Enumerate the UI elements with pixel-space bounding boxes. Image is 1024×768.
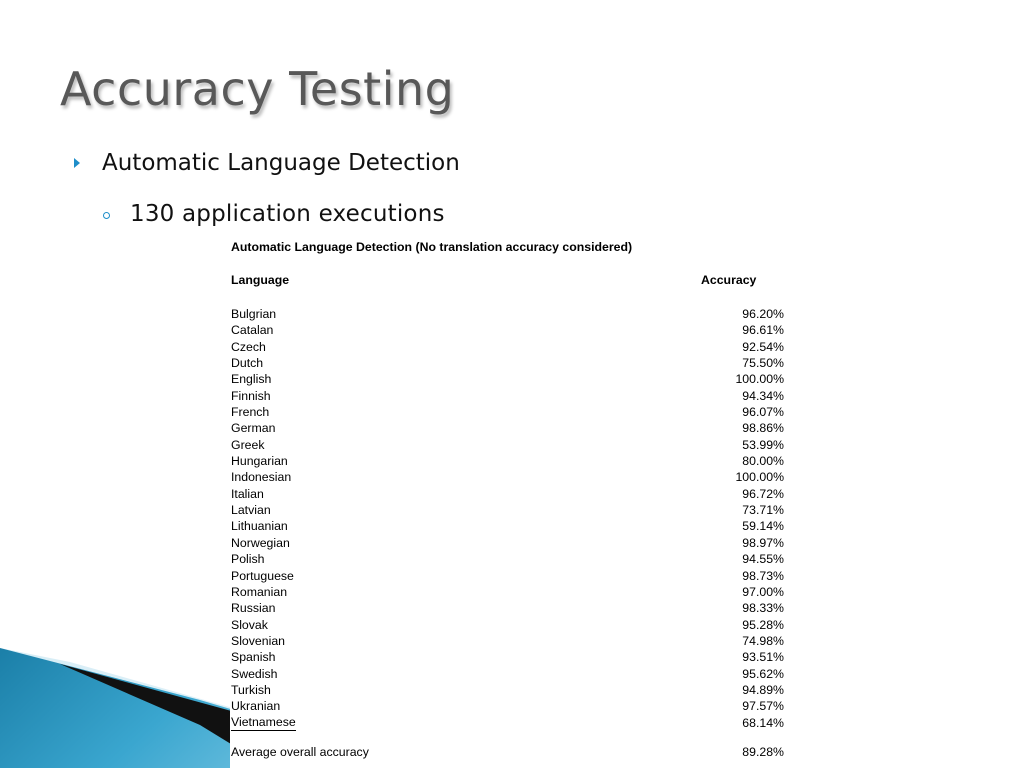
language-cell: Bulgrian bbox=[231, 307, 277, 321]
language-cell: Slovenian bbox=[231, 633, 286, 648]
language-cell: Portuguese bbox=[231, 568, 294, 583]
table-row bbox=[231, 453, 784, 469]
column-header-language: Language bbox=[231, 273, 290, 287]
accuracy-cell: 96.07% bbox=[742, 405, 784, 420]
accuracy-cell: 98.97% bbox=[742, 535, 784, 550]
table-row bbox=[231, 437, 784, 453]
accuracy-cell: 94.55% bbox=[742, 552, 784, 567]
triangle-bullet-icon bbox=[74, 158, 80, 168]
table-row bbox=[231, 666, 784, 682]
accuracy-cell: 93.51% bbox=[742, 650, 784, 665]
accuracy-cell: 94.89% bbox=[742, 682, 784, 697]
language-cell: Ukranian bbox=[231, 699, 281, 714]
table-row bbox=[231, 633, 784, 649]
language-cell: French bbox=[231, 405, 270, 420]
table-row bbox=[231, 715, 784, 731]
table-row bbox=[231, 486, 784, 502]
language-cell: Swedish bbox=[231, 666, 278, 681]
accuracy-cell: 75.50% bbox=[742, 356, 784, 371]
accuracy-cell: 100.00% bbox=[735, 470, 784, 485]
accuracy-cell: 96.61% bbox=[742, 323, 784, 338]
table-row bbox=[231, 698, 784, 714]
table-row bbox=[231, 404, 784, 420]
language-cell: Italian bbox=[231, 486, 264, 501]
accuracy-cell: 74.98% bbox=[742, 633, 784, 648]
table-row bbox=[231, 568, 784, 584]
language-cell: Czech bbox=[231, 339, 266, 354]
accuracy-cell: 96.72% bbox=[742, 486, 784, 501]
accuracy-cell: 98.73% bbox=[742, 568, 784, 583]
average-value: 89.28% bbox=[742, 745, 784, 759]
language-cell: Romanian bbox=[231, 584, 288, 599]
accuracy-table bbox=[230, 234, 790, 768]
table-row bbox=[231, 388, 784, 404]
language-cell: Greek bbox=[231, 437, 265, 452]
language-cell: Latvian bbox=[231, 503, 271, 518]
table-row bbox=[231, 371, 784, 387]
table-row bbox=[231, 355, 784, 371]
language-cell: Norwegian bbox=[231, 535, 290, 550]
language-cell: Catalan bbox=[231, 323, 274, 338]
accuracy-cell: 59.14% bbox=[742, 519, 784, 534]
language-cell: Slovak bbox=[231, 617, 268, 632]
accuracy-cell: 68.14% bbox=[742, 715, 784, 730]
table-row bbox=[231, 535, 784, 551]
language-cell: Dutch bbox=[231, 356, 264, 371]
language-cell: Indonesian bbox=[231, 470, 292, 485]
accuracy-cell: 100.00% bbox=[735, 372, 784, 387]
accuracy-cell: 53.99% bbox=[742, 437, 784, 452]
language-cell: Spanish bbox=[231, 650, 276, 665]
accuracy-cell: 96.20% bbox=[742, 307, 784, 321]
accuracy-cell: 94.34% bbox=[742, 388, 784, 403]
table-row bbox=[231, 322, 784, 338]
accuracy-cell: 97.00% bbox=[742, 584, 784, 599]
language-cell: Lithuanian bbox=[231, 519, 288, 534]
table-row bbox=[231, 518, 784, 534]
language-cell: Russian bbox=[231, 601, 276, 616]
language-cell: German bbox=[231, 421, 276, 436]
accuracy-cell: 98.33% bbox=[742, 601, 784, 616]
language-cell: Polish bbox=[231, 552, 265, 567]
table-row bbox=[231, 420, 784, 436]
accuracy-cell: 80.00% bbox=[742, 454, 784, 469]
table-row bbox=[231, 617, 784, 633]
accuracy-cell: 95.62% bbox=[742, 666, 784, 681]
language-cell: Finnish bbox=[231, 388, 271, 403]
accuracy-cell: 97.57% bbox=[742, 699, 784, 714]
bullet-level-1 bbox=[74, 150, 460, 176]
table-row bbox=[231, 306, 784, 322]
table-row bbox=[231, 502, 784, 518]
average-label: Average overall accuracy bbox=[231, 745, 369, 759]
accuracy-cell: 95.28% bbox=[742, 617, 784, 632]
table-body bbox=[231, 306, 784, 731]
accuracy-cell: 98.86% bbox=[742, 421, 784, 436]
circle-bullet-icon bbox=[103, 212, 110, 219]
table-row bbox=[231, 682, 784, 698]
table-row bbox=[231, 649, 784, 665]
table-caption: Automatic Language Detection (No translation accuracy considered) bbox=[231, 240, 633, 254]
table-row bbox=[231, 584, 784, 600]
table-row bbox=[231, 600, 784, 616]
table-row bbox=[231, 339, 784, 355]
bullet-text: Automatic Language Detection bbox=[102, 150, 460, 176]
bullet-level-2 bbox=[103, 201, 445, 227]
column-header-accuracy: Accuracy bbox=[701, 273, 757, 287]
language-cell: Vietnamese bbox=[231, 715, 296, 731]
language-cell: English bbox=[231, 372, 272, 387]
accuracy-cell: 73.71% bbox=[742, 503, 784, 518]
slide-title: Accuracy Testing bbox=[60, 62, 455, 116]
table-row bbox=[231, 551, 784, 567]
average-row bbox=[231, 745, 784, 759]
language-cell: Turkish bbox=[231, 682, 271, 697]
accuracy-cell: 92.54% bbox=[742, 339, 784, 354]
bullet-text: 130 application executions bbox=[130, 201, 445, 227]
language-cell: Hungarian bbox=[231, 454, 288, 469]
table-row bbox=[231, 469, 784, 485]
